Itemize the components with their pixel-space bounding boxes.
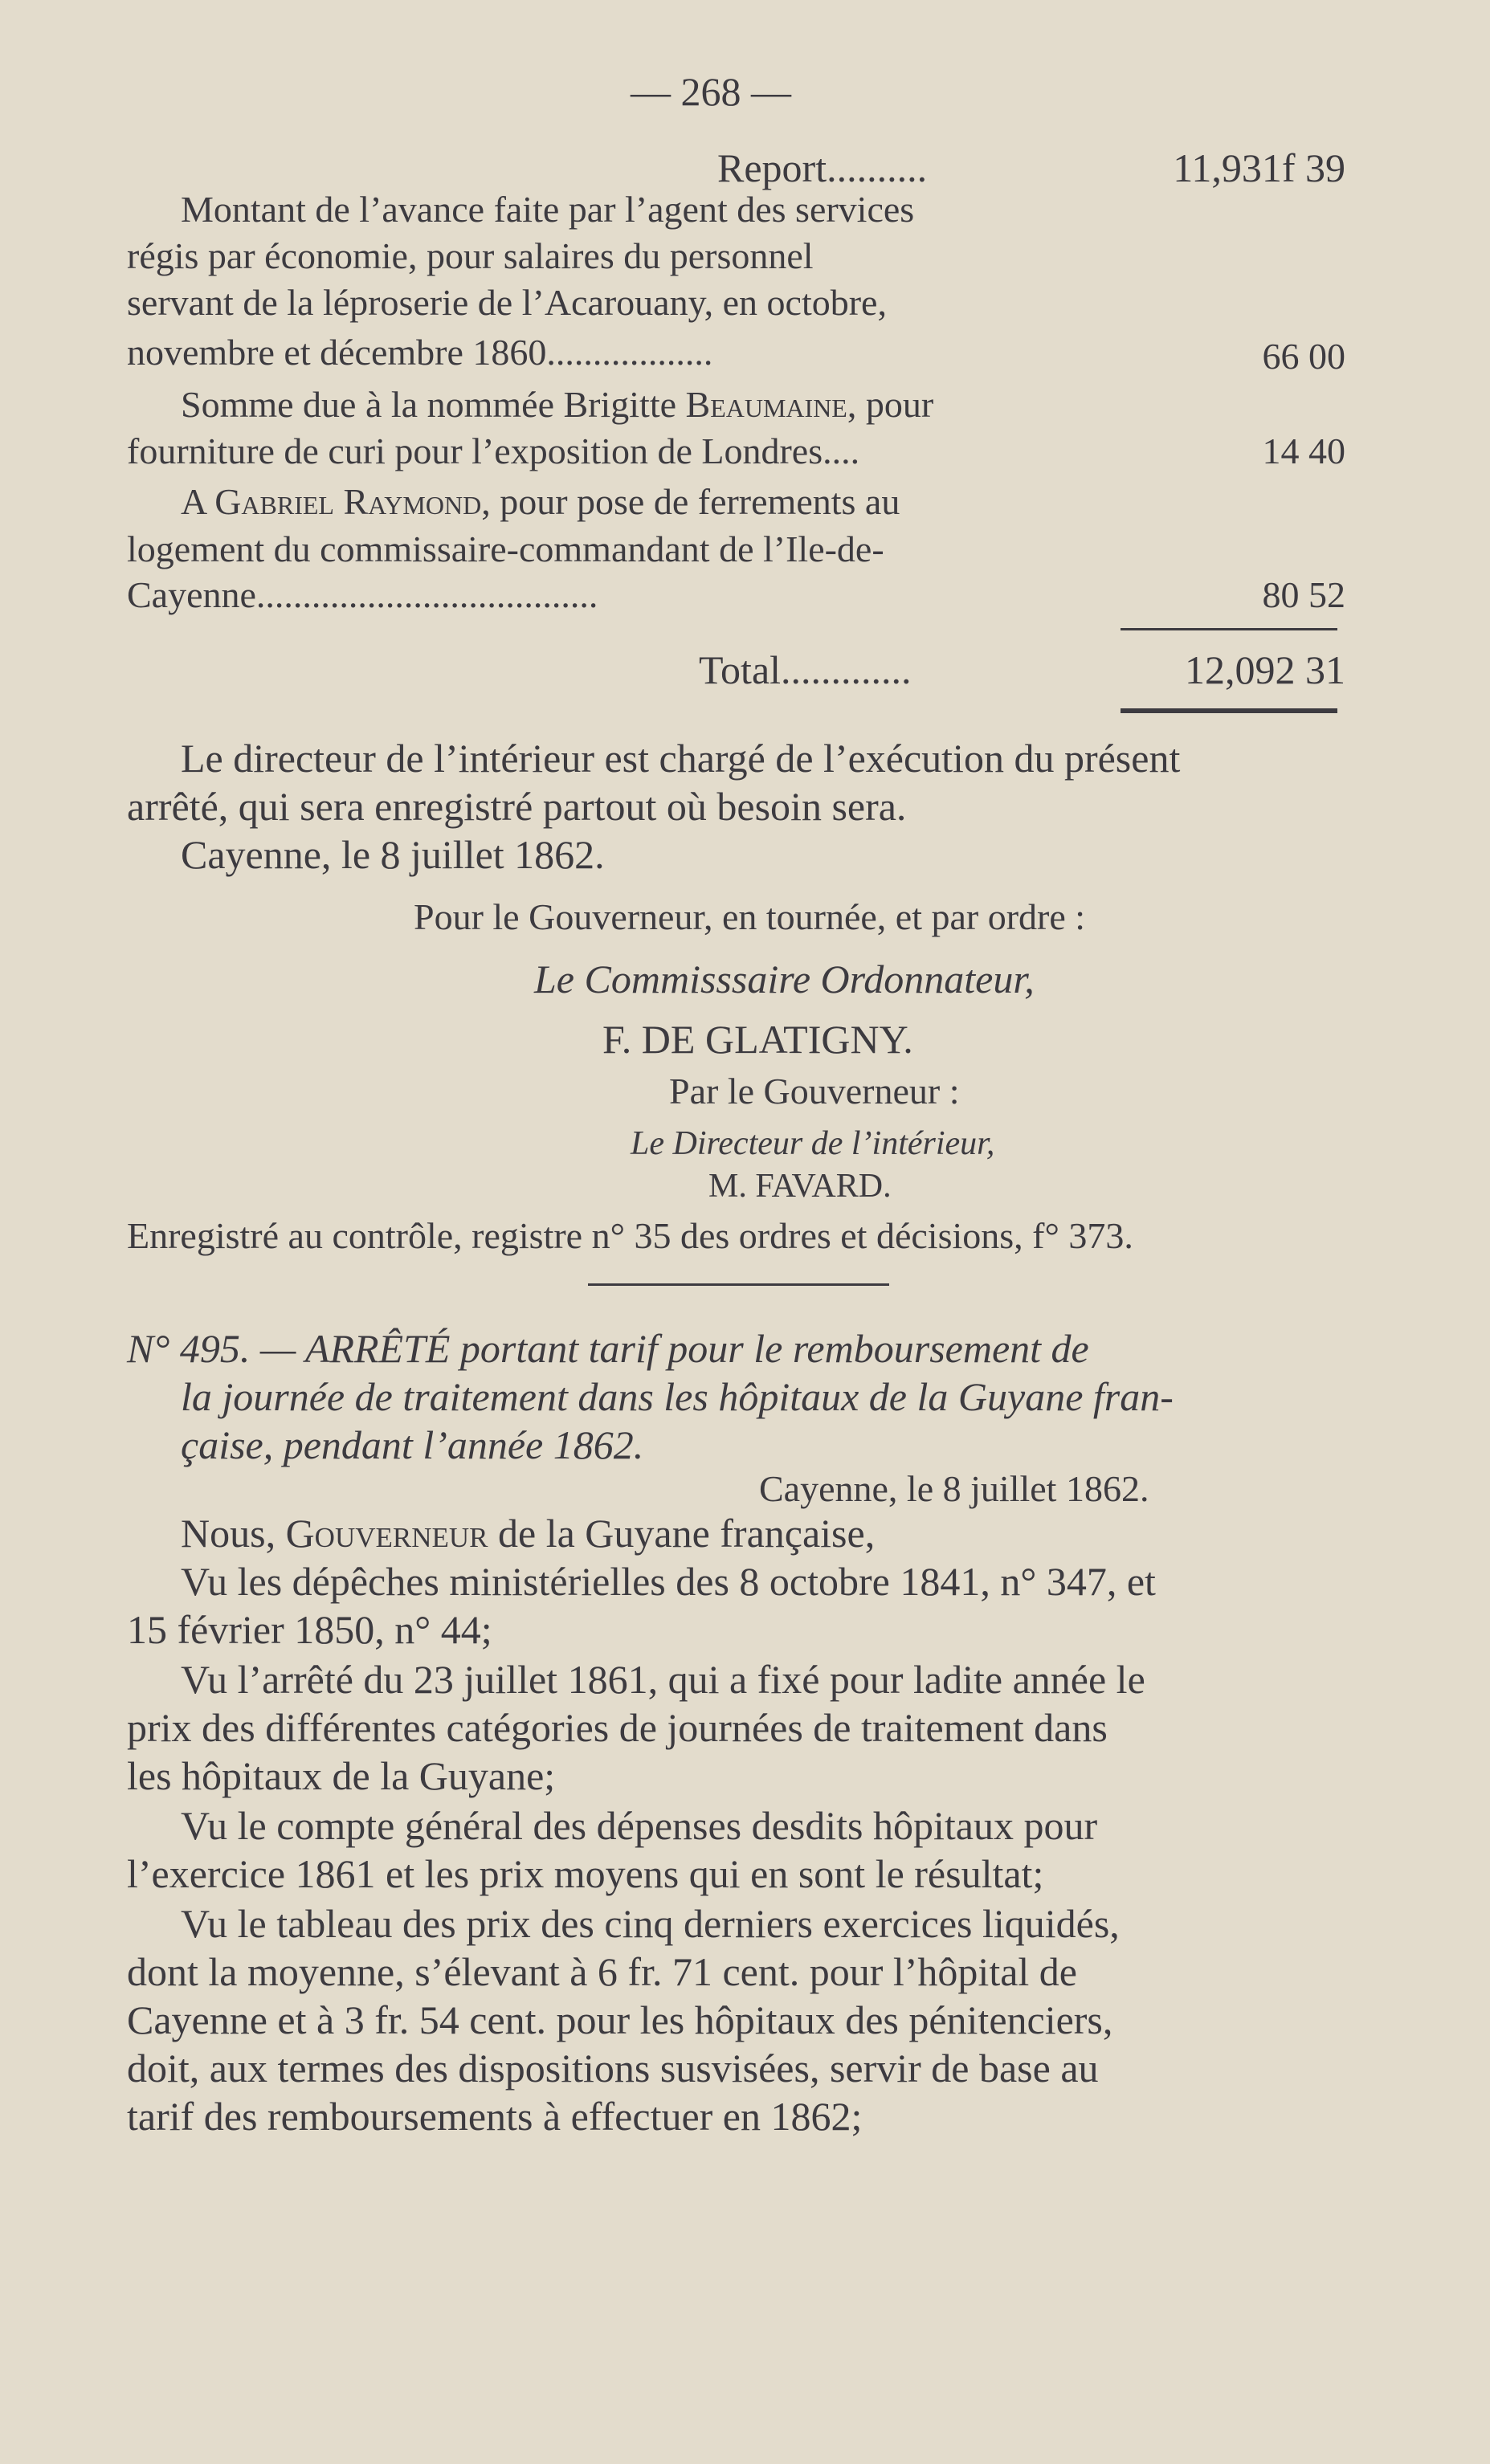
entry-line: servant de la léproserie de l’Acarouany, en octobre, (127, 282, 887, 323)
entry-amount: 80 52 (1262, 574, 1345, 615)
total-rule (1121, 708, 1337, 713)
entry-amount: 14 40 (1262, 430, 1345, 471)
body-line: dont la moyenne, s’élevant à 6 fr. 71 cent. pour l’hôpital de (127, 1949, 1077, 1994)
entry-line: régis par économie, pour salaires du personnel (127, 235, 814, 276)
body-line: doit, aux termes des dispositions susvisées, servir de base au (127, 2046, 1099, 2091)
signatory-title: Le Commisssaire Ordonnateur, (534, 957, 1035, 1002)
body-line: Cayenne et à 3 fr. 54 cent. pour les hôpitaux des pénitenciers, (127, 1997, 1113, 2042)
body-line: les hôpitaux de la Guyane; (127, 1753, 556, 1798)
decree-date: Cayenne, le 8 juillet 1862. (759, 1468, 1149, 1509)
nous-line: Nous, Gouverneur de la Guyane française, (181, 1511, 876, 1556)
registration-line: Enregistré au contrôle, registre n° 35 des ordres et décisions, f° 373. (127, 1215, 1133, 1256)
signatory-name: F. DE GLATIGNY. (602, 1017, 913, 1062)
director-name: M. FAVARD. (708, 1168, 892, 1205)
decree-heading-line: çaise, pendant l’année 1862. (181, 1422, 644, 1467)
total-amount: 12,092 31 (1185, 647, 1345, 692)
entry-line: novembre et décembre 1860.................. (127, 332, 713, 373)
entry-line: Montant de l’avance faite par l’agent des services (181, 189, 915, 230)
person-name: Gabriel Raymond (214, 481, 482, 522)
entry-line: Somme due à la nommée Brigitte Beaumaine, pour (181, 384, 934, 425)
entry-line: fourniture de curi pour l’exposition de Londres.... (127, 430, 860, 471)
section-divider (588, 1283, 889, 1286)
entry-line: A Gabriel Raymond, pour pose de ferrements au (181, 481, 900, 522)
body-line: Vu l’arrêté du 23 juillet 1861, qui a fixé pour ladite année le (181, 1657, 1145, 1702)
entry-amount: 66 00 (1262, 336, 1345, 377)
governor-title: Gouverneur (285, 1511, 488, 1556)
director-title: Le Directeur de l’intérieur, (631, 1125, 995, 1162)
person-name: Beaumaine (685, 384, 847, 425)
by-governor-line: Par le Gouverneur : (669, 1071, 960, 1112)
entry-line: logement du commissaire-commandant de l’Ile-de- (127, 528, 884, 569)
body-line: tarif des remboursements à effectuer en 1862; (127, 2094, 863, 2139)
decree-text-line: arrêté, qui sera enregistré partout où besoin sera. (127, 784, 907, 829)
report-amount: 11,931f 39 (1173, 145, 1345, 190)
decree-heading-line: la journée de traitement dans les hôpitaux de la Guyane fran- (181, 1374, 1174, 1419)
for-governor-line: Pour le Gouverneur, en tournée, et par ordre : (414, 896, 1086, 937)
decree-text-line: Cayenne, le 8 juillet 1862. (181, 832, 605, 877)
body-line: l’exercice 1861 et les prix moyens qui en sont le résultat; (127, 1851, 1044, 1896)
decree-heading-line: N° 495. — ARRÊTÉ portant tarif pour le remboursement de (127, 1326, 1089, 1371)
body-line: Vu le compte général des dépenses desdits hôpitaux pour (181, 1803, 1098, 1848)
page-number: — 268 — (631, 69, 791, 114)
body-line: prix des différentes catégories de journées de traitement dans (127, 1705, 1108, 1750)
entry-line: Cayenne..................................... (127, 574, 598, 615)
body-line: 15 février 1850, n° 44; (127, 1607, 492, 1652)
report-label: Report.......... (717, 145, 928, 190)
body-line: Vu le tableau des prix des cinq derniers exercices liquidés, (181, 1901, 1120, 1946)
body-line: Vu les dépêches ministérielles des 8 octobre 1841, n° 347, et (181, 1559, 1156, 1604)
decree-text-line: Le directeur de l’intérieur est chargé de l’exécution du présent (181, 736, 1181, 781)
sum-rule (1121, 628, 1337, 630)
total-label: Total............. (699, 647, 912, 692)
